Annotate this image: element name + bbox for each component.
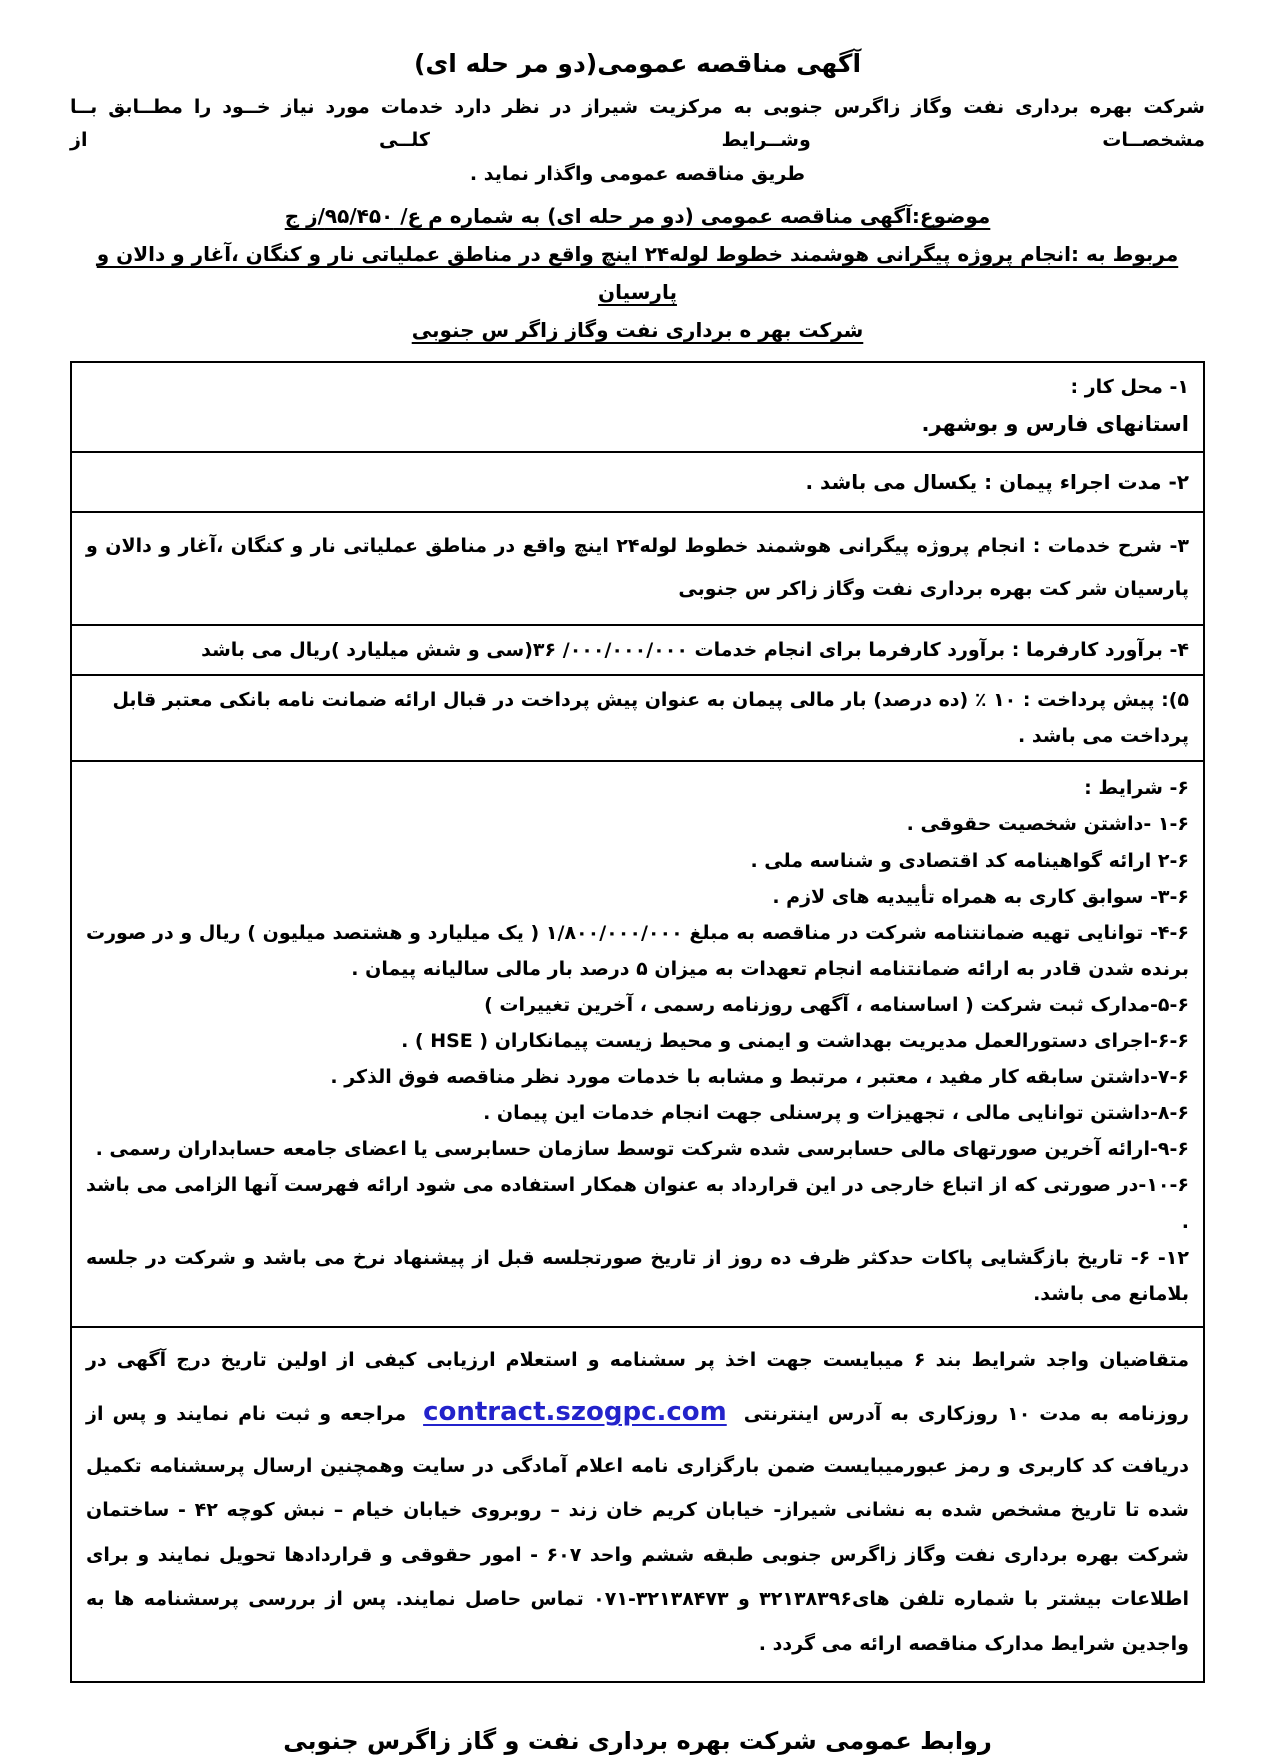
advance-payment-row: ۵): پیش پرداخت : ۱۰ ٪ (ده درصد) بار مالی پیمان به عنوان پیش پرداخت در قبال ارائه ضمانت نامه بانکی معتبر قابل پرداخت می باشد .	[72, 676, 1203, 762]
condition-item-6-7: ۷-۶-داشتن سابقه کار مفید ، معتبر ، مرتبط و مشابه با خدمات مورد نظر مناقصه فوق الذکر .	[330, 1066, 1189, 1089]
company-name-line: شرکت بهر ه برداری نفت وگاز زاگر س جنوبی	[411, 317, 864, 342]
subject-line: موضوع:آگهی مناقصه عمومی (دو مر حله ای) به شماره م ع/ ۹۵/۴۵۰/ز ج	[284, 203, 991, 228]
related-project-line: مربوط به :انجام پروژه پیگرانی هوشمند خطوط لوله۲۴ اینچ واقع در مناطق عملیاتی نار و کنگان ،آغار و دالان و پارسیان	[96, 241, 1179, 304]
condition-item-6-6: ۶-۶-اجرای دستورالعمل مدیریت بهداشت و ایمنی و محیط زیست پیمانکاران ( HSE ) .	[401, 1030, 1189, 1053]
subject-block	[70, 197, 1205, 349]
condition-item-6-10: ۱۰-۶-در صورتی که از اتباع خارجی در این قرارداد به عنوان همکار استفاده می شود ارائه فهرست آنها الزامی می باشد .	[86, 1174, 1189, 1233]
work-location-value: استانهای فارس و بوشهر.	[921, 412, 1189, 437]
conditions-label: ۶- شرایط :	[1084, 777, 1189, 800]
condition-item-6-3: ۳-۶- سوابق کاری به همراه تأییدیه های لازم .	[772, 885, 1189, 908]
public-relations-signature: روابط عمومی شرکت بهره برداری نفت و گاز زاگرس جنوبی	[283, 1726, 992, 1755]
condition-item-6-5: ۵-۶-مدارک ثبت شرکت ( اساسنامه ، آگهی روزنامه رسمی ، آخرین تغییرات )	[484, 993, 1189, 1016]
registration-text-after-url: مراجعه و ثبت نام نمایند و پس از دریافت کد کاربری و رمز عبورمیبایست ضمن بارگزاری نامه اعلام آمادگی در سایت وهمچنین ارسال پرسشنامه تکمیل شده تا تاریخ مشخص شده به نشانی شیراز- خیابان کریم خان زند – روبروی خیابان خیام – نبش کوچه ۴۲ - ساختمان شرکت بهره برداری نفت وگاز زاگرس جنوبی طبقه ششم واحد ۶۰۷ - امور حقوقی و قراردادها تحویل نمایند و برای اطلاعات بیشتر با شماره تلفن های۳۲۱۳۸۳۹۶ و ۳۲۱۳۸۴۷۳-۰۷۱ تماس حاصل نمایند. پس از بررسی پرسشنامه ها به واجدین شرایط مدارک مناقصه ارائه می گردد .	[86, 1403, 1190, 1656]
contract-website-link[interactable]: contract.szogpc.com	[423, 1397, 727, 1428]
contract-duration-row: ۲- مدت اجراء پیمان : یکسال می باشد .	[72, 453, 1203, 513]
service-description-row: ۳- شرح خدمات : انجام پروژه پیگرانی هوشمند خطوط لوله۲۴ اینچ واقع در مناطق عملیاتی نار و کنگان ،آغار و دالان و پارسیان شر کت بهره برداری نفت وگاز زاکر س جنوبی	[72, 513, 1203, 626]
work-location-label: ۱- محل کار :	[1070, 375, 1189, 398]
condition-item-6-4: ۴-۶- توانایی تهیه ضمانتنامه شرکت در مناقصه به مبلغ ۱/۸۰۰/۰۰۰/۰۰۰ ( یک میلیارد و هشتصد میلیون ) ریال و در صورت برنده شدن قادر به ارائه ضمانتنامه انجام تعهدات به میزان ۵ درصد بار مالی سالیانه پیمان .	[86, 921, 1189, 980]
condition-item-6-2: ۲-۶ ارائه گواهینامه کد اقتصادی و شناسه ملی .	[750, 849, 1189, 872]
tender-details-table	[70, 361, 1205, 1683]
employer-estimate-row: ۴- برآورد کارفرما : برآورد کارفرما برای انجام خدمات ۰۰۰/۰۰۰/۰۰۰/ ۳۶(سی و شش میلیارد )ریال می باشد	[72, 626, 1203, 676]
condition-item-6-8: ۸-۶-داشتن توانایی مالی ، تجهیزات و پرسنلی جهت انجام خدمات این پیمان .	[483, 1102, 1189, 1125]
registration-text-before-url: متقاضیان واجد شرایط بند ۶ میبایست جهت اخذ پر سشنامه و استعلام ارزیابی کیفی از اولین تاریخ درج آگهی در روزنامه به مدت ۱۰ روزکاری به آدرس اینترنتی	[86, 1348, 1189, 1426]
condition-item-6-12: ۱۲- ۶- تاریخ بازگشایی پاکات حدکثر ظرف ده روز از تاریخ صورتجلسه قبل از پیشنهاد نرخ می باشد و شرکت در جلسه بلامانع می باشد.	[86, 1246, 1189, 1305]
work-location-row	[72, 363, 1203, 453]
condition-item-6-9: ۹-۶-ارائه آخرین صورتهای مالی حسابرسی شده شرکت توسط سازمان حسابرسی یا اعضای جامعه حسابداران رسمی .	[95, 1138, 1189, 1161]
intro-line-1: شرکت بهره برداری نفت وگاز زاگرس جنوبی به مرکزیت شیراز در نظر دارد خدمات مورد نیاز خــود را مطــابق بــا مشخصــات وشــرایط کلــی از	[70, 96, 1205, 152]
registration-instructions-row	[72, 1328, 1203, 1681]
page-title: آگهی مناقصه عمومی(دو مر حله ای)	[413, 49, 862, 78]
condition-item-6-1: ۱-۶ -داشتن شخصیت حقوقی .	[906, 813, 1189, 836]
intro-line-2: طریق مناقصه عمومی واگذار نماید .	[469, 162, 806, 185]
conditions-row	[72, 762, 1203, 1327]
